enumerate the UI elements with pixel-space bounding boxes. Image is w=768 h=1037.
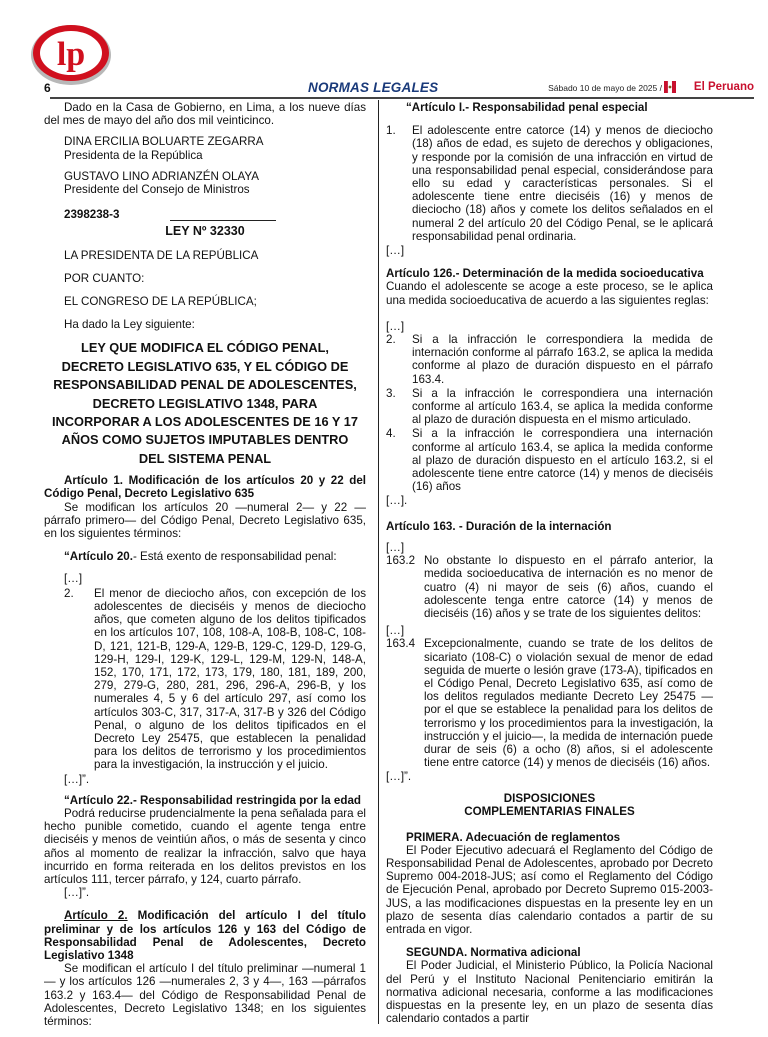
ellipsis: […] (386, 319, 405, 333)
numbered-item: 4. Si a la infracción le correspondiera una internación conforme al artículo 163.4, se aplica la medida conforme al plazo de duración dispuesto en el artículo 163.2, si el adolescente tiene entre catorce (14) y menos de dieciséis (16) años (386, 427, 713, 494)
article-163-heading: Artículo 163. - Duración de la internación (386, 519, 612, 533)
coat-of-arms-icon (664, 81, 676, 93)
article-1-body: Se modifican los artículos 20 —numeral 2— y 22 —párrafo primero— del Código Penal, Decreto Legislativo 635, en los siguientes términos: (44, 500, 366, 541)
section-title: NORMAS LEGALES (308, 80, 439, 95)
preamble-presidenta: LA PRESIDENTA DE LA REPÚBLICA (64, 248, 259, 262)
segunda-heading: SEGUNDA. Normativa adicional (406, 946, 581, 960)
law-title: LEY QUE MODIFICA EL CÓDIGO PENAL, DECRETO LEGISLATIVO 635, Y EL CÓDIGO DE RESPONSABILIDAD PENAL DE ADOLESCENTES, DECRETO LEGISLATIVO 1348, PARA INCORPORAR A LOS ADOLESCENTES DE 16 Y 17 AÑOS COMO SUJETOS IMPUTABLES DENTRO DEL SISTEMA PENAL (51, 340, 358, 466)
article-2-heading: Artículo 2. Modificación del artículo I del título preliminar y de los artículos 126 y 163 del Código de Responsabilidad Penal de Adolescentes, Decreto Legislativo 1348 (44, 909, 366, 962)
preamble-ha-dado: Ha dado la Ley siguiente: (64, 318, 195, 332)
numbered-item: 1. El adolescente entre catorce (14) y menos de dieciocho (18) años de edad, es sujeto de derechos y obligaciones, y responde por la comisión de una infracción en virtud de una responsabilidad penal especial, considerándose para ello su edad y características personales. Si el adolescente tiene entre dieciséis (16) y menos de dieciocho (18) años y comete los delitos señalados en el numeral 2 del artículo 20 del Código Penal, se le aplicará responsabilidad penal ordinaria. (386, 124, 713, 243)
ellipsis: […]”. (64, 772, 90, 786)
publication-name: El Peruano (693, 81, 754, 93)
ellipsis: […] (386, 244, 405, 258)
numbered-paragraph: 163.2 No obstante lo dispuesto en el párrafo anterior, la medida socioeducativa de internación es no menor de cuatro (4) ni mayor de seis (6) años, cuando el adolescente tenga entre catorce (14) y menos de dieciséis (16) años y se trate de los siguientes delitos: (386, 554, 713, 620)
ellipsis: […]”. (386, 770, 412, 784)
header-rule (50, 97, 754, 99)
signer-name: DINA ERCILIA BOLUARTE ZEGARRA (64, 135, 264, 149)
ellipsis: […] (386, 540, 405, 554)
ellipsis: […]. (386, 494, 408, 508)
numbered-paragraph: 163.4 Excepcionalmente, cuando se trate de los delitos de sicariato (108-C) o violación sexual de menor de edad seguida de muerte o lesión grave (173-A), tipificados en el Código Penal, Decreto Legislativo 635, así como de los delitos regulados mediante Decreto Ley 25475 — por el que se establece la penalidad para los delitos de terrorismo y los procedimientos para la investigación, la instrucción y el juicio—, la medida de internación puede durar de seis (6) a ocho (8) años, si el adolescente tiene entre catorce (14) y menos de dieciséis (16) años. (386, 637, 713, 770)
page-number: 6 (44, 81, 51, 95)
article-126-heading: Artículo 126.- Determinación de la medida socioeducativa (386, 267, 704, 281)
left-column (44, 101, 366, 1037)
signer-name: GUSTAVO LINO ADRIANZÉN OLAYA (64, 169, 259, 183)
page-header (44, 78, 754, 100)
section-heading: DISPOSICIONES COMPLEMENTARIAS FINALES (464, 791, 635, 819)
signature-president (64, 135, 366, 161)
article-2-body: Se modifican el artículo I del título preliminar —numeral 1— y los artículos 126 —numerales 2, 3 y 4—, 163 —párrafos 163.2 y 163.4— del Código de Responsabilidad Penal de Adolescentes, Decreto Legislativo 1348; en los siguientes términos: (44, 962, 366, 1028)
signature-minister (64, 170, 366, 196)
preamble-por-cuanto: POR CUANTO: (64, 271, 145, 285)
article-20-heading: “Artículo 20.- Está exento de responsabilidad penal: (64, 550, 337, 564)
article-126-intro: Cuando el adolescente se acoge a este proceso, se le aplica una medida socioeducativa de acuerdo a las siguientes reglas: (386, 280, 713, 307)
right-column (386, 101, 713, 1034)
svg-text:lp: lp (56, 36, 86, 73)
law-number: LEY Nº 32330 (165, 224, 245, 239)
numbered-item: 2. El menor de dieciocho años, con excepción de los adolescentes de dieciséis y menos de dieciocho años, que cometen alguno de los delitos tipificados en los artículos 107, 108, 108-A, 108-B, 108-C, 108-D, 121, 121-B, 129-A, 129-B, 129-C, 129-D, 129-G, 129-H, 129-I, 129-K, 129-L, 129-M, 129-N, 148-A, 152, 170, 171, 172, 173, 179, 180, 181, 189, 200, 279, 279-G, 280, 281, 296, 296-A, 296-B, y los numerales 4, 5 y 6 del artículo 297, así como los artículos 303-C, 317, 317-A, 317-B y 326 del Código Penal, o alguno de los delitos tipificados en el Decreto Ley 25475, que establecen la penalidad para los delitos de terrorismo y los procedimientos para la investigación, la instrucción y el juicio. (64, 586, 366, 772)
signer-role: Presidente del Consejo de Ministros (64, 183, 250, 197)
closing-paragraph: Dado en la Casa de Gobierno, en Lima, a los nueve días del mes de mayo del año dos mil veinticinco. (44, 101, 366, 128)
segunda-body: El Poder Judicial, el Ministerio Público, la Policía Nacional del Perú y el Instituto Nacional Penitenciario emitirán la normativa adicional necesaria, conforme a las modificaciones dispuestas en la presente ley, en un plazo de sesenta días calendario contados a partir (386, 959, 713, 1026)
issue-date: Sábado 10 de mayo de 2025 / (548, 83, 662, 93)
preamble-congreso: EL CONGRESO DE LA REPÚBLICA; (64, 295, 257, 309)
ellipsis: […] (386, 624, 405, 638)
ellipsis: […]”. (64, 886, 90, 900)
lp-logo (30, 24, 112, 86)
primera-body: El Poder Ejecutivo adecuará el Reglamento del Código de Responsabilidad Penal de Adolescentes, aprobado por Decreto Supremo 004-2018-JUS; así como el Reglamento del Código de Ejecución Penal, aprobado por Decreto Supremo 015-2003-JUS, a las modificaciones dispuestas en la presente ley en un plazo de sesenta días calendario contados a partir de su entrada en vigor. (386, 843, 713, 936)
article-22-heading: “Artículo 22.- Responsabilidad restringida por la edad (64, 793, 361, 807)
numbered-item: 3. Si a la infracción le correspondiera una internación conforme al artículo 163.4, se aplica la medida conforme al plazo de duración dispuesta en el mismo articulado. (386, 386, 713, 427)
separator-line (170, 220, 276, 221)
article-22-body: Podrá reducirse prudencialmente la pena señalada para el hecho punible cometido, cuando el agente tenga entre dieciséis y menos de veintiún años, o más de sesenta y cinco años al momento de realizar la infracción, salvo que haya incurrido en forma reiterada en los delitos previstos en los artículos 111, tercer párrafo, y 124, cuarto párrafo. (44, 806, 366, 886)
primera-heading: PRIMERA. Adecuación de reglamentos (406, 830, 621, 844)
ellipsis: […] (64, 571, 83, 585)
article-1-heading: Artículo 1. Modificación de los artículos 20 y 22 del Código Penal, Decreto Legislativo 635 (44, 474, 366, 501)
document-id: 2398238-3 (64, 208, 120, 222)
numbered-item: 2. Si a la infracción le correspondiera la medida de internación conforme al párrafo 163.2, se aplica la medida conforme al plazo de duración dispuesto en el párrafo 163.4. (386, 333, 713, 386)
column-divider (378, 100, 379, 1024)
signer-role: Presidenta de la República (64, 148, 203, 162)
article-I-heading: “Artículo I.- Responsabilidad penal especial (406, 101, 648, 114)
